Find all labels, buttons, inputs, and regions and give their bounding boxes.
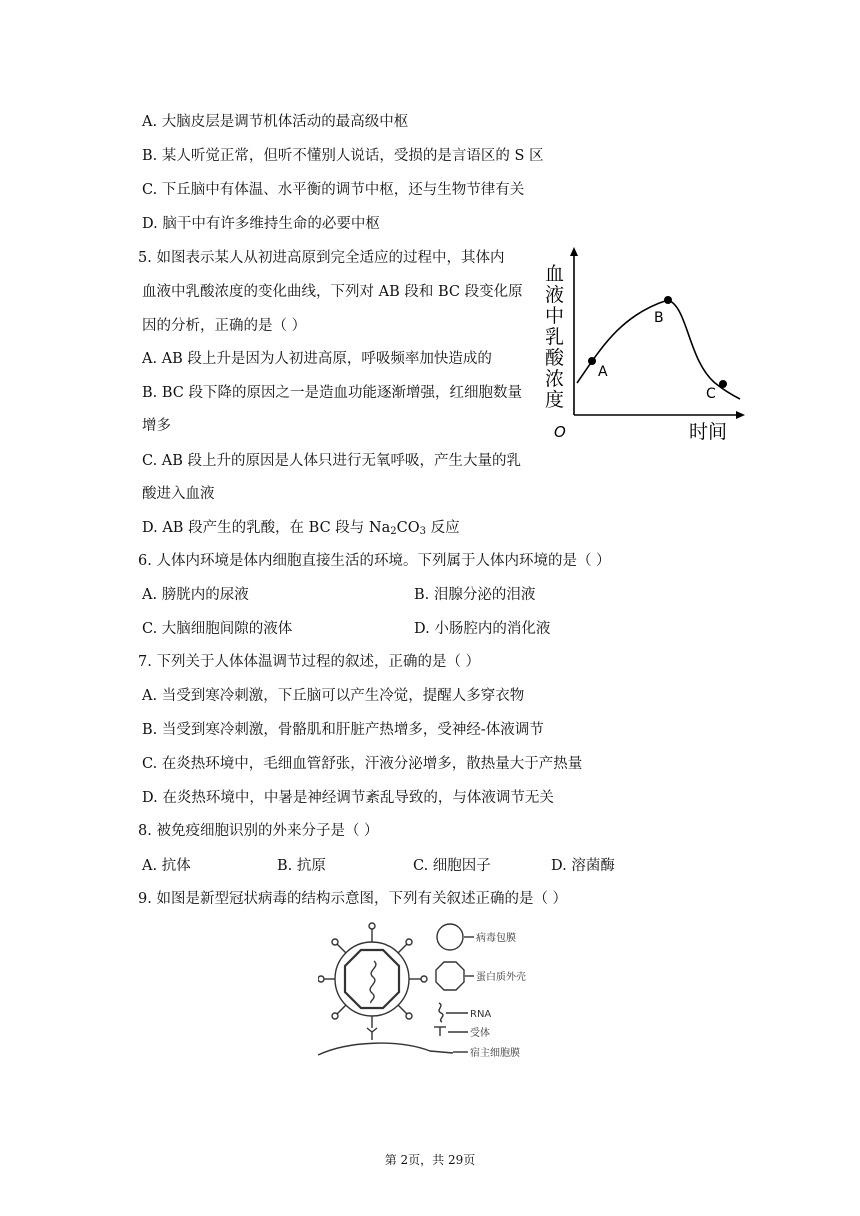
x-axis-label: 时间 bbox=[689, 421, 728, 443]
legend-capsid-label: 蛋白质外壳 bbox=[476, 972, 526, 983]
q9-stem: 9. 如图是新型冠状病毒的结构示意图，下列有关叙述正确的是（ ） bbox=[138, 891, 568, 907]
q5-option-b-line-1: B. BC 段下降的原因之一是造血功能逐渐增强，红细胞数量 bbox=[142, 385, 522, 401]
origin-label: O bbox=[554, 423, 566, 441]
q5-stem-line-1: 5. 如图表示某人从初进高原到完全适应的过程中，其体内 bbox=[138, 250, 505, 266]
q5-option-d-tail: 反应 bbox=[425, 520, 460, 536]
q8-option-d: D. 溶菌酶 bbox=[551, 858, 615, 874]
y-axis-label-7: 度 bbox=[545, 389, 565, 411]
y-axis-label-4: 乳 bbox=[545, 326, 565, 348]
graph-y-arrow bbox=[570, 247, 578, 256]
legend-envelope-symbol bbox=[437, 924, 463, 950]
q6-option-a: A. 膀胱内的尿液 bbox=[142, 587, 249, 603]
point-c-dot bbox=[719, 380, 727, 388]
q8-stem: 8. 被免疫细胞识别的外来分子是（ ） bbox=[138, 823, 379, 839]
host-cell-membrane bbox=[318, 1043, 453, 1055]
y-axis-label-3: 中 bbox=[545, 305, 565, 327]
legend-receptor-label: 受体 bbox=[470, 1028, 490, 1039]
legend-rna-symbol bbox=[439, 1003, 443, 1022]
q8-option-c: C. 细胞因子 bbox=[413, 858, 491, 874]
q5-option-c-line-1: C. AB 段上升的原因是人体只进行无氧呼吸，产生大量的乳 bbox=[142, 453, 522, 469]
point-b-label: B bbox=[654, 310, 664, 326]
graph-x-arrow bbox=[736, 411, 745, 419]
q4-option-b: B. 某人听觉正常，但听不懂别人说话，受损的是言语区的 S 区 bbox=[142, 148, 544, 164]
page-footer: 第 2页，共 29页 bbox=[384, 1153, 476, 1167]
virus-envelope bbox=[335, 942, 409, 1016]
y-axis-label-2: 液 bbox=[545, 284, 565, 306]
q6-option-d: D. 小肠腔内的消化液 bbox=[414, 621, 551, 637]
q5-option-d-subscript-3: 3 bbox=[419, 526, 426, 537]
q5-option-a: A. AB 段上升是因为人初进高原，呼吸频率加快造成的 bbox=[142, 351, 492, 367]
q5-option-d-formula: CO bbox=[396, 520, 420, 536]
q4-option-a: A. 大脑皮层是调节机体活动的最高级中枢 bbox=[142, 114, 409, 130]
point-a-dot bbox=[588, 357, 596, 365]
q6-option-c: C. 大脑细胞间隙的液体 bbox=[142, 621, 293, 637]
y-axis-label-5: 酸 bbox=[545, 347, 565, 369]
q6-stem: 6. 人体内环境是体内细胞直接生活的环境。下列属于人体内环境的是（ ） bbox=[138, 553, 611, 569]
q7-option-c: C. 在炎热环境中，毛细血管舒张，汗液分泌增多，散热量大于产热量 bbox=[142, 756, 583, 772]
y-axis-label-1: 血 bbox=[545, 263, 565, 285]
q7-option-d: D. 在炎热环境中，中暑是神经调节紊乱导致的，与体液调节无关 bbox=[142, 790, 554, 806]
virus-rna bbox=[370, 961, 376, 1003]
q5-option-b-line-2: 增多 bbox=[142, 418, 171, 434]
q5-option-d-text: D. AB 段产生的乳酸，在 BC 段与 Na bbox=[142, 520, 391, 536]
q5-stem-line-3: 因的分析，正确的是（ ） bbox=[142, 318, 307, 334]
lactic-acid-graph bbox=[540, 245, 745, 445]
q7-option-a: A. 当受到寒冷刺激，下丘脑可以产生冷觉，提醒人多穿衣物 bbox=[142, 688, 525, 704]
q5-option-d-subscript-2: 2 bbox=[390, 526, 397, 537]
legend-envelope-label: 病毒包膜 bbox=[476, 933, 516, 944]
legend-host-membrane-label: 宿主细胞膜 bbox=[470, 1048, 520, 1059]
point-a-label: A bbox=[598, 364, 608, 380]
point-c-label: C bbox=[706, 386, 716, 402]
legend-capsid-symbol bbox=[436, 962, 464, 990]
q6-option-b: B. 泪腺分泌的泪液 bbox=[414, 587, 536, 603]
q7-stem: 7. 下列关于人体体温调节过程的叙述，正确的是（ ） bbox=[138, 654, 481, 670]
y-axis-label-6: 浓 bbox=[545, 368, 565, 390]
coronavirus-structure-diagram bbox=[318, 915, 540, 1067]
q4-option-d: D. 脑干中有许多维持生命的必要中枢 bbox=[142, 216, 380, 232]
q4-option-c: C. 下丘脑中有体温、水平衡的调节中枢，还与生物节律有关 bbox=[142, 182, 525, 198]
q8-option-a: A. 抗体 bbox=[142, 858, 191, 874]
receptor-at-membrane bbox=[367, 1028, 377, 1032]
q8-option-b: B. 抗原 bbox=[277, 858, 326, 874]
point-b-dot bbox=[664, 296, 672, 304]
q5-option-d bbox=[142, 518, 460, 538]
q5-option-c-line-2: 酸进入血液 bbox=[142, 486, 215, 502]
legend-rna-label: RNA bbox=[470, 1009, 492, 1020]
q7-option-b: B. 当受到寒冷刺激，骨骼肌和肝脏产热增多，受神经-体液调节 bbox=[142, 722, 544, 738]
q5-stem-line-2: 血液中乳酸浓度的变化曲线，下列对 AB 段和 BC 段变化原 bbox=[142, 284, 523, 300]
